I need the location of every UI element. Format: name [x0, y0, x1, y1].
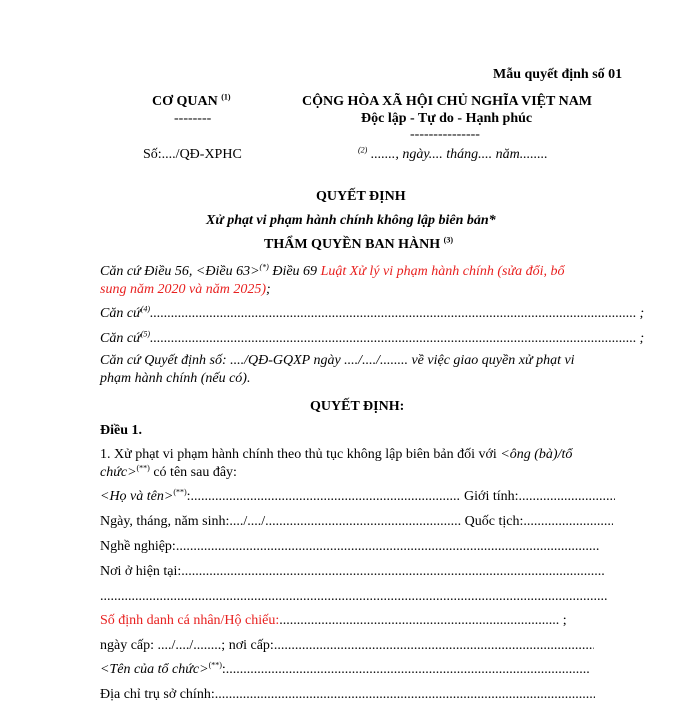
gender-label: Giới tính: [464, 489, 519, 504]
legal-basis-law-line2: sung năm 2020 và năm 2025); [100, 282, 271, 297]
document-title: QUYẾT ĐỊNH [316, 189, 406, 204]
full-name-field: <Họ và tên>(**):..... Giới tính:..... [100, 488, 615, 506]
decision-number: Số:..../QĐ-XPHC [143, 147, 242, 162]
legal-basis-4: Căn cứ$^{(4)}$..... ; [100, 305, 644, 323]
agency-footnote: (1) [221, 92, 231, 102]
article-1-paragraph-line1: 1. Xử phạt vi phạm hành chính theo thủ tục không lập biên bản đối với <ông (bà)/tổ [100, 447, 573, 462]
residence-continuation [100, 588, 608, 606]
delegation-decision-line1: Căn cứ Quyết định số: ..../QĐ-GQXP ngày ..../..../........ về việc giao quyền xử phạt vi [100, 353, 575, 368]
issue-date-field: ngày cấp: ..../..../........; nơi cấp:..... [100, 637, 594, 655]
place-date-line: $^{(2)}$ ......., ngày.... tháng.... năm........ [358, 145, 548, 162]
legal-basis-5: Căn cứ$^{(5)}$..... ; [100, 330, 644, 348]
residence-field: Nơi ở hiện tại:..... [100, 563, 605, 581]
authority-footnote: (3) [443, 235, 453, 245]
agency-name: CƠ QUAN $^{(1)}$ [152, 92, 231, 109]
legal-basis-law-line1: Căn cứ Điều 56, <Điều 63>(*) Điều 69 Luật Xử lý vi phạm hành chính (sửa đổi, bổ [100, 262, 565, 279]
motto-underline: --------------- [410, 127, 480, 142]
date-footnote: (2) [358, 145, 368, 155]
delegation-decision-line2: phạm hành chính (nếu có). [100, 371, 251, 386]
decides-heading: QUYẾT ĐỊNH: [310, 399, 405, 414]
article-1-paragraph-line2: chức>(**) có tên sau đây: [100, 463, 237, 480]
national-motto: Độc lập - Tự do - Hạnh phúc [361, 111, 533, 126]
law-reference: Luật Xử lý vi phạm hành chính (sửa đổi, bổ [320, 264, 565, 279]
birth-date-field: Ngày, tháng, năm sinh:..../..../..... Quốc tịch:..... [100, 513, 613, 531]
template-number: Mẫu quyết định số 01 [493, 67, 623, 82]
law-reference-continued: sung năm 2020 và năm 2025) [100, 282, 267, 297]
article-1-heading: Điều 1. [100, 423, 142, 438]
organization-name-field: <Tên của tổ chức>(**):..... [100, 661, 590, 679]
agency-underline: -------- [174, 111, 212, 126]
nationality-label: Quốc tịch: [464, 514, 524, 529]
id-number-field: Số định danh cá nhân/Hộ chiếu:..... ; [100, 612, 567, 630]
issuing-authority: THẨM QUYỀN BAN HÀNH $^{(3)}$ [264, 235, 453, 252]
country-name: CỘNG HÒA XÃ HỘI CHỦ NGHĨA VIỆT NAM [302, 94, 593, 109]
occupation-field: Nghề nghiệp:..... . [100, 538, 599, 556]
document-subtitle: Xử phạt vi phạm hành chính không lập biên bản* [206, 213, 496, 228]
headquarters-address-field: Địa chỉ trụ sở chính:..... [100, 686, 595, 704]
